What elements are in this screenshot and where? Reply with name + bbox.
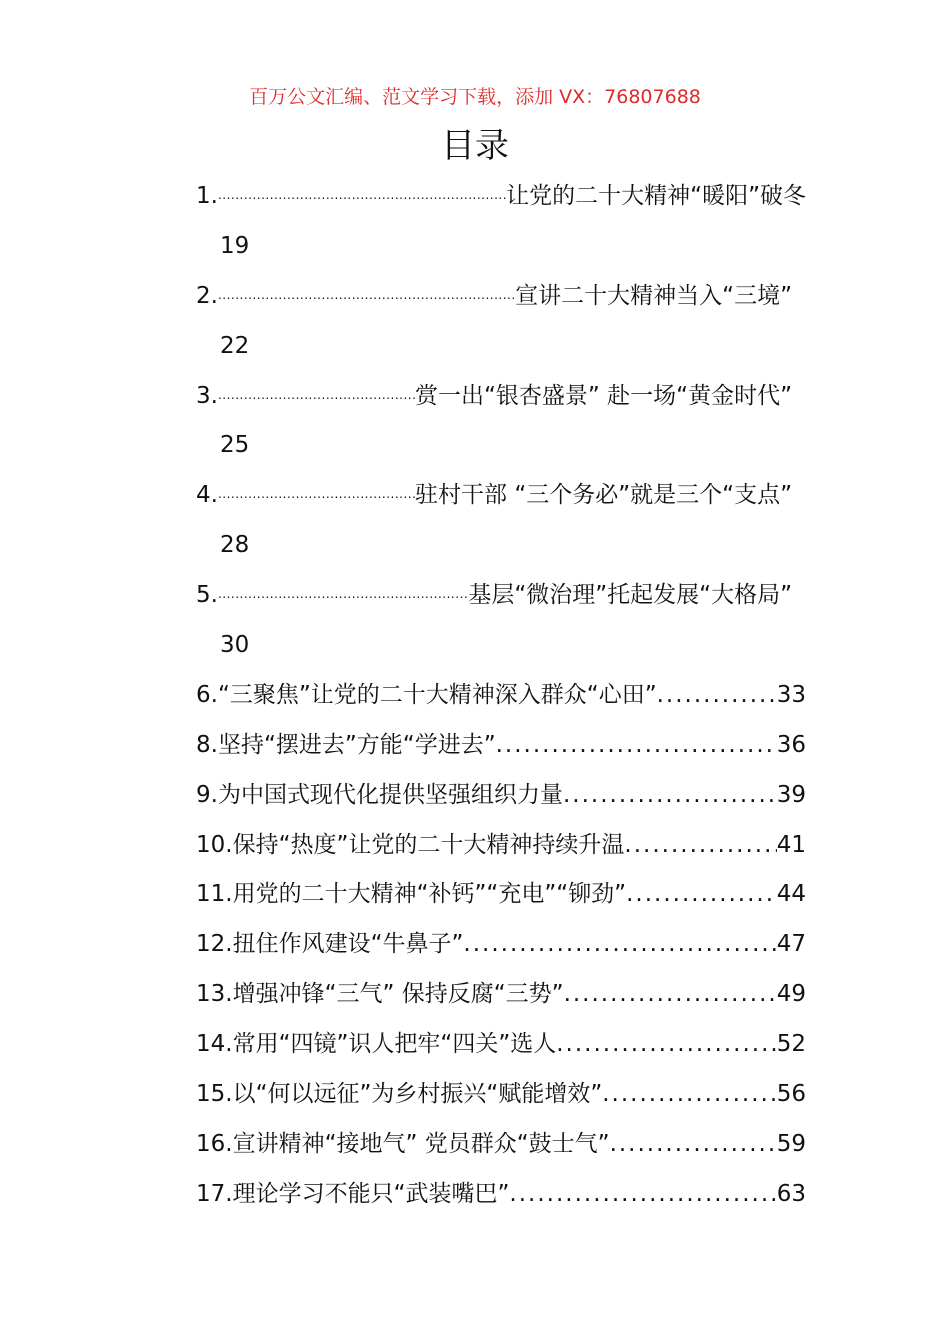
toc-entry-number: 1. bbox=[196, 183, 218, 209]
toc-entry-page: 52 bbox=[776, 1031, 806, 1058]
dot-leader bbox=[509, 1174, 776, 1214]
toc-entry-number: 8. bbox=[196, 731, 218, 758]
toc-entry-17[interactable] bbox=[196, 1174, 806, 1224]
toc-entry-title: 驻村干部 “三个务必”就是三个“支点” bbox=[415, 482, 792, 509]
toc-entry-13[interactable] bbox=[196, 974, 806, 1024]
dot-leader bbox=[463, 924, 776, 964]
toc-entry-title: 基层“微治理”托起发展“大格局” bbox=[468, 582, 792, 609]
dot-leader bbox=[218, 475, 415, 515]
toc-entry-page: 41 bbox=[776, 831, 806, 858]
toc-entry-number: 16. bbox=[196, 1130, 233, 1157]
toc-entry-title: “三聚焦”让党的二十大精神深入群众“心田” bbox=[217, 681, 657, 708]
toc-entry-page[interactable]: 30 bbox=[220, 632, 250, 659]
toc-entry-2[interactable] bbox=[196, 276, 806, 326]
dot-leader bbox=[556, 1024, 776, 1064]
toc-entry-title: 以“何以远征”为乡村振兴“赋能增效” bbox=[232, 1081, 603, 1108]
toc-entry-page: 44 bbox=[776, 881, 806, 908]
toc-entry-page: 33 bbox=[776, 681, 806, 708]
table-of-contents bbox=[196, 176, 806, 1224]
toc-entry-number: 14. bbox=[196, 1031, 233, 1058]
toc-entry-number: 13. bbox=[196, 981, 233, 1008]
toc-entry-title: 宣讲精神“接地气” 党员群众“鼓士气” bbox=[232, 1130, 610, 1157]
dot-leader bbox=[610, 1124, 777, 1164]
dot-leader bbox=[564, 974, 777, 1014]
toc-entry-page: 63 bbox=[776, 1180, 806, 1207]
toc-entry-6[interactable] bbox=[196, 675, 806, 725]
toc-entry-11[interactable] bbox=[196, 874, 806, 924]
toc-entry-number: 15. bbox=[196, 1081, 233, 1108]
dot-leader bbox=[496, 725, 777, 765]
dot-leader bbox=[218, 276, 515, 316]
dot-leader bbox=[218, 376, 415, 416]
dot-leader bbox=[626, 874, 777, 914]
toc-entry-5[interactable] bbox=[196, 575, 806, 625]
toc-entry-page: 59 bbox=[776, 1130, 806, 1157]
toc-entry-number: 9. bbox=[196, 781, 218, 808]
toc-entry-number: 5. bbox=[196, 582, 218, 609]
toc-entry-page: 36 bbox=[776, 731, 806, 758]
toc-entry-page[interactable]: 19 bbox=[220, 232, 250, 259]
toc-entry-title: 赏一出“银杏盛景” 赴一场“黄金时代” bbox=[415, 382, 792, 409]
toc-entry-number: 12. bbox=[196, 931, 233, 958]
toc-entry-16[interactable] bbox=[196, 1124, 806, 1174]
toc-entry-number: 11. bbox=[196, 881, 233, 908]
toc-entry-title: 理论学习不能只“武装嘴巴” bbox=[232, 1180, 510, 1207]
page-title: 目录 bbox=[441, 126, 509, 166]
toc-entry-page: 47 bbox=[776, 931, 806, 958]
toc-entry-page: 49 bbox=[776, 981, 806, 1008]
toc-entry-page[interactable]: 28 bbox=[220, 532, 250, 559]
toc-entry-title: 常用“四镜”识人把牢“四关”选人 bbox=[232, 1031, 557, 1058]
toc-entry-page[interactable]: 25 bbox=[220, 432, 250, 459]
toc-entry-page: 39 bbox=[776, 781, 806, 808]
toc-entry-title: 增强冲锋“三气” 保持反腐“三势” bbox=[232, 981, 564, 1008]
toc-entry-number: 6. bbox=[196, 681, 218, 708]
toc-entry-8[interactable] bbox=[196, 725, 806, 775]
dot-leader bbox=[563, 775, 777, 815]
toc-entry-title: 保持“热度”让党的二十大精神持续升温 bbox=[232, 831, 625, 858]
watermark-banner: 百万公文汇编、范文学习下载，添加 VX：76807688 bbox=[249, 86, 701, 108]
toc-entry-number: 17. bbox=[196, 1180, 233, 1207]
toc-entry-page: 56 bbox=[776, 1081, 806, 1108]
toc-entry-12[interactable] bbox=[196, 924, 806, 974]
toc-entry-title: 坚持“摆进去”方能“学进去” bbox=[217, 731, 496, 758]
toc-entry-15[interactable] bbox=[196, 1074, 806, 1124]
dot-leader bbox=[218, 176, 506, 216]
toc-entry-3[interactable] bbox=[196, 376, 806, 426]
toc-entry-14[interactable] bbox=[196, 1024, 806, 1074]
toc-entry-page[interactable]: 22 bbox=[220, 332, 250, 359]
toc-entry-title: 用党的二十大精神“补钙”“充电”“铆劲” bbox=[232, 881, 627, 908]
toc-entry-number: 10. bbox=[196, 831, 233, 858]
toc-entry-number: 3. bbox=[196, 382, 218, 409]
dot-leader bbox=[602, 1074, 776, 1114]
toc-entry-10[interactable] bbox=[196, 825, 806, 875]
toc-entry-title: 为中国式现代化提供坚强组织力量 bbox=[217, 781, 563, 808]
toc-entry-title: 让党的二十大精神“暖阳”破冬 bbox=[506, 183, 806, 209]
toc-entry-4[interactable] bbox=[196, 475, 806, 525]
toc-entry-number: 2. bbox=[196, 282, 218, 309]
dot-leader bbox=[624, 825, 776, 865]
dot-leader bbox=[218, 575, 468, 615]
toc-entry-9[interactable] bbox=[196, 775, 806, 825]
toc-entry-title: 扭住作风建设“牛鼻子” bbox=[232, 931, 464, 958]
toc-entry-number: 4. bbox=[196, 482, 218, 509]
toc-entry-title: 宣讲二十大精神当入“三境” bbox=[515, 282, 792, 309]
toc-entry-1[interactable] bbox=[196, 176, 806, 226]
dot-leader bbox=[657, 675, 777, 715]
